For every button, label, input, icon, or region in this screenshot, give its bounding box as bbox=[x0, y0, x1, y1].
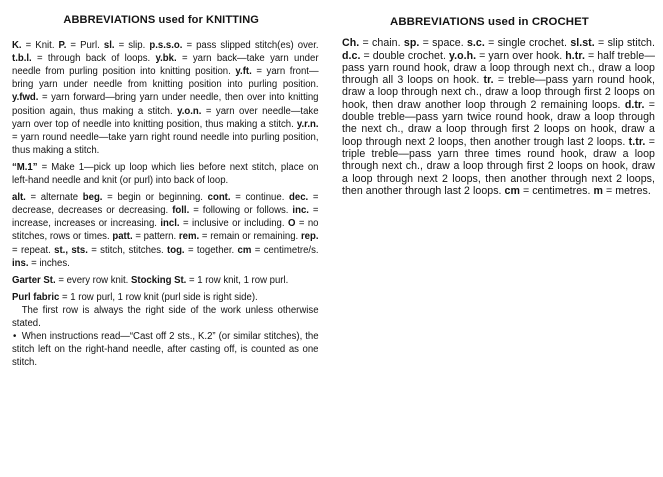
abbreviation-term: h.tr. bbox=[565, 49, 585, 62]
abbreviation-term: Stocking St. bbox=[130, 274, 187, 286]
abbreviation-text: = Purl. bbox=[66, 40, 104, 52]
knitting-make-one bbox=[12, 161, 319, 187]
abbreviation-term: ins. bbox=[12, 257, 29, 269]
crochet-column bbox=[342, 16, 655, 197]
abbreviation-term: st., bbox=[54, 244, 68, 256]
abbreviation-term: incl. bbox=[160, 218, 180, 230]
abbreviation-term: tog. bbox=[167, 244, 185, 256]
abbreviation-term: s.c. bbox=[466, 37, 485, 50]
abbreviation-text: = Make 1—pick up loop which lies before next stitch, place on left-hand needle and knit (or purl) into back of loop. bbox=[12, 161, 319, 187]
abbreviation-term: sl. bbox=[103, 40, 115, 52]
abbreviation-term: P. bbox=[58, 40, 67, 52]
knitting-abbrev-general bbox=[12, 191, 319, 270]
abbreviation-term: rep. bbox=[300, 231, 319, 243]
abbreviation-term: “M.1” bbox=[12, 161, 38, 173]
abbreviation-text: = pattern. bbox=[132, 231, 179, 243]
abbreviation-term: t.tr. bbox=[628, 135, 646, 148]
abbreviation-text: = centimetres. bbox=[519, 184, 594, 197]
abbreviation-text: = 1 row knit, 1 row purl. bbox=[186, 274, 289, 286]
abbreviation-text: = treble—pass yarn round hook, draw a loop through next ch., draw a loop through first 2 loops on hook, then draw another loop through 2 remaining loops. bbox=[342, 74, 655, 111]
crochet-abbrev-text bbox=[342, 37, 655, 197]
knitting-abbrev-basic bbox=[12, 39, 319, 157]
abbreviation-text: = yarn front—bring yarn under needle from knitting position into purling position. bbox=[12, 66, 319, 91]
knitting-purl-fabric bbox=[12, 291, 319, 304]
abbreviation-text: When instructions read—“Cast off 2 sts., K.2” (or similar stitches), the stitch left on the right-hand needle, after casting off, is counted as one stitch. bbox=[12, 331, 319, 369]
abbreviation-text: = yarn over hook. bbox=[476, 49, 566, 62]
abbreviation-text: = repeat. bbox=[12, 244, 55, 256]
abbreviation-text: = through back of loops. bbox=[31, 53, 156, 65]
abbreviation-term: p.s.s.o. bbox=[149, 40, 183, 52]
abbreviation-text: = double treble—pass yarn twice round hook, draw a loop through the next ch., draw a loop through first 2 loops on hook, draw a loop through next 2 loops, then another trough last 2 loops. bbox=[342, 98, 656, 148]
abbreviation-term: y.ft. bbox=[235, 66, 252, 78]
abbreviation-text: = metres. bbox=[602, 184, 651, 197]
knitting-cast-off-text bbox=[12, 331, 319, 368]
abbreviation-text: = inclusive or including. bbox=[179, 218, 288, 230]
abbreviation-text: = yarn back—take yarn under needle from purling position into knitting position. bbox=[12, 53, 319, 78]
abbreviation-text: = chain. bbox=[359, 37, 404, 50]
abbreviation-text: = slip. bbox=[114, 40, 150, 52]
abbreviation-term: O bbox=[287, 218, 296, 230]
abbreviation-text: = following or follows. bbox=[189, 205, 293, 217]
abbreviation-term: cm bbox=[504, 184, 520, 197]
abbreviation-text: = yarn over needle—take yarn over top of needle into knitting position, thus making a stitch. bbox=[12, 105, 319, 130]
abbreviation-term: y.bk. bbox=[155, 53, 177, 65]
abbreviation-text: = pass slipped stitch(es) over. bbox=[182, 40, 319, 52]
abbreviation-term: Ch. bbox=[342, 37, 360, 50]
abbreviation-text: = together. bbox=[184, 244, 238, 256]
knitting-garter-stocking bbox=[12, 274, 319, 287]
abbreviation-term: y.fwd. bbox=[12, 92, 39, 104]
abbreviation-term: inc. bbox=[292, 205, 309, 217]
abbreviation-term: Purl fabric bbox=[12, 291, 60, 303]
abbreviation-text: = increase, increases or increasing. bbox=[12, 205, 319, 230]
abbreviation-term: y.o.h. bbox=[448, 49, 477, 62]
knitting-title: ABBREVIATIONS used for KNITTING bbox=[63, 14, 259, 26]
abbreviation-term: d.c. bbox=[342, 49, 361, 62]
abbreviation-term: t.b.l. bbox=[12, 53, 32, 65]
abbreviation-text: = single crochet. bbox=[484, 37, 571, 50]
abbreviation-text: The first row is always the right side of the work unless otherwise stated. bbox=[12, 304, 319, 329]
abbreviation-text: = double crochet. bbox=[360, 49, 449, 62]
abbreviation-text: = half treble—pass yarn round hook, draw a loop through next ch., draw a loop through all 3 loops on hook. bbox=[342, 49, 655, 87]
abbreviation-text: = triple treble—pass yarn three times round hook, draw a loop through next ch., draw a loop through first 2 loops on hook, draw a loop through next 2 loops, then another through next 2 loops, then another through last 2 loops. bbox=[342, 135, 655, 197]
abbreviation-text: = space. bbox=[419, 37, 467, 50]
abbreviation-term: sp. bbox=[403, 37, 420, 50]
abbreviation-term: patt. bbox=[112, 231, 133, 243]
abbreviation-term: alt. bbox=[12, 192, 26, 204]
bullet-mark: • bbox=[12, 331, 17, 343]
knitting-first-row-note bbox=[12, 304, 319, 330]
crochet-title: ABBREVIATIONS used in CROCHET bbox=[390, 16, 589, 28]
abbreviation-text: = yarn round needle—take yarn right round needle into purling position, thus making a stitch. bbox=[12, 131, 319, 156]
abbreviation-text: = inches. bbox=[28, 257, 70, 269]
abbreviation-text: = begin or beginning. bbox=[102, 192, 208, 204]
abbreviation-text: = no stitches, rows or times. bbox=[12, 218, 319, 243]
abbreviation-text: = slip stitch. bbox=[594, 37, 655, 50]
abbreviation-term: sts. bbox=[71, 244, 88, 256]
abbreviation-text: = centimetre/s. bbox=[251, 244, 319, 256]
abbreviation-term: rem. bbox=[178, 231, 200, 243]
abbreviation-term: cm bbox=[237, 244, 252, 256]
abbreviation-term: m bbox=[593, 184, 603, 197]
abbreviation-term: y.o.n. bbox=[177, 105, 202, 117]
abbreviation-term: foll. bbox=[172, 205, 190, 217]
abbreviation-text: = yarn forward—bring yarn under needle, then over into knitting position again, thus making a stitch. bbox=[12, 92, 319, 117]
abbreviation-text: = every row knit. bbox=[55, 274, 131, 286]
abbreviation-term: tr. bbox=[483, 74, 494, 87]
abbreviation-term: K. bbox=[12, 40, 22, 52]
abbreviation-text: = stitch, stitches. bbox=[87, 244, 168, 256]
abbreviation-term: d.tr. bbox=[624, 98, 645, 111]
abbreviation-term: Garter St. bbox=[12, 274, 56, 286]
abbreviation-text: = decrease, decreases or decreasing. bbox=[12, 192, 319, 217]
abbreviation-term: cont. bbox=[207, 192, 231, 204]
knitting-column bbox=[12, 14, 319, 369]
abbreviation-term: beg. bbox=[82, 192, 103, 204]
abbreviation-text: = 1 row purl, 1 row knit (purl side is right side). bbox=[59, 291, 258, 303]
abbreviation-text: = Knit. bbox=[21, 40, 59, 52]
abbreviation-text: = remain or remaining. bbox=[199, 231, 301, 243]
knitting-cast-off-note bbox=[12, 330, 319, 369]
abbreviation-term: dec. bbox=[289, 192, 309, 204]
abbreviation-text: = alternate bbox=[25, 192, 83, 204]
abbreviation-term: sl.st. bbox=[570, 37, 595, 50]
abbreviation-text: = continue. bbox=[230, 192, 290, 204]
abbreviation-term: y.r.n. bbox=[296, 118, 319, 130]
